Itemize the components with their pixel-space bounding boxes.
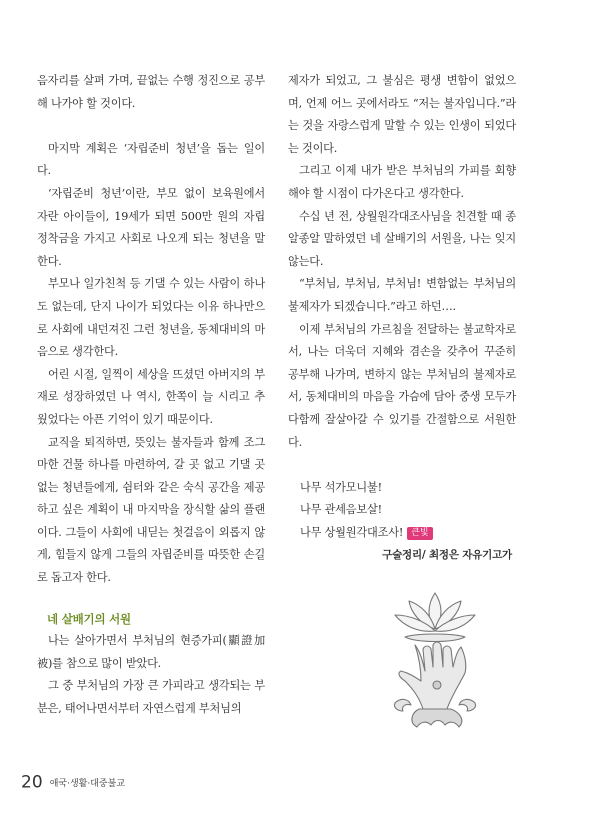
paragraph: ‘자립준비 청년’이란, 부모 없이 보육원에서 자란 아이들이, 19세가 되면 500만 원의 자립 정착금을 가지고 사회로 나오게 되는 청년을 말한다.	[37, 186, 265, 268]
paragraph: 나는 살아가면서 부처님의 현증가피(顯證加被)를 참으로 많이 받았다.	[37, 634, 265, 670]
lotus-in-hand-icon	[375, 585, 495, 735]
author-credit: 구술정리/ 최정은 자유기고가	[382, 549, 512, 562]
paragraph: 이제 부처님의 가르침을 전달하는 불교학자로서, 나는 더욱더 지혜와 겸손을 갖추어 꾸준히 공부해 나가며, 변하지 않는 부처님의 불제자로서, 동체대비의 마음을 가슴에 담아 중생 모두가 다함께 잘살아갈 수 있기를 간절함으로 서원한다.	[288, 322, 516, 449]
paragraph: 어린 시절, 일찍이 세상을 뜨셨던 아버지의 부재로 성장하였던 나 역시, 한쪽이 늘 시리고 추웠었다는 아픈 기억이 있기 때문이다.	[37, 367, 265, 426]
paragraph: 마지막 계획은 ‘자립준비 청년’을 돕는 일이다.	[37, 141, 265, 178]
big-light-badge: 큰빛	[407, 527, 432, 540]
paragraph: 음자리를 살펴 가며, 끝없는 수행 정진으로 공부해 나가야 할 것이다.	[37, 74, 265, 110]
paragraph: 수십 년 전, 상월원각대조사님을 친견할 때 종알종알 말하였던 네 살배기의 서원을, 나는 잊지 않는다.	[288, 209, 516, 268]
page-footer	[21, 772, 125, 793]
left-column	[37, 70, 265, 721]
paragraph: “부처님, 부처님, 부처님! 변함없는 부처님의 불제자가 되겠습니다.”라고 하던….	[288, 277, 516, 313]
page-number: 20	[21, 772, 43, 793]
chant-line: 나무 관세음보살!	[300, 503, 382, 517]
chant-line: 나무 석가모니불!	[300, 480, 382, 494]
chant-line	[288, 522, 516, 545]
section-title: 네 살배기의 서원	[47, 611, 131, 626]
publication-name: 애국·생활·대중불교	[49, 779, 126, 789]
paragraph: 교직을 퇴직하면, 뜻있는 불자들과 함께 조그마한 건물 하나를 마련하여, 갈 곳 없고 기댈 곳 없는 청년들에게, 쉼터와 같은 숙식 공간을 제공하고 싶은 계획이 내 마지막을 장식할 삶의 플랜이다. 그들이 사회에 내딛는 첫걸음이 외롭지 않게, 힘들지 않게 그들의 자립준비를 따뜻한 손길로 돕고자 한다.	[37, 435, 265, 585]
paragraph: 제자가 되었고, 그 불심은 평생 변함이 없었으며, 언제 어느 곳에서라도 “저는 불자입니다.”라는 것을 자랑스럽게 말할 수 있는 인생이 되었다는 것이다.	[288, 74, 516, 155]
right-column	[288, 70, 516, 567]
chant-text: 나무 상월원각대조사!	[300, 525, 404, 539]
paragraph: 부모나 일가친척 등 기댈 수 있는 사람이 하나도 없는데, 단지 나이가 되었다는 이유 하나만으로 사회에 내던져진 그런 청년을, 동체대비의 마음으로 생각한다.	[37, 277, 265, 359]
paragraph: 그리고 이제 내가 받은 부처님의 가피를 회향해야 할 시점이 다가온다고 생각한다.	[288, 164, 516, 200]
paragraph: 그 중 부처님의 가장 큰 가피라고 생각되는 부분은, 태어나면서부터 자연스럽게 부처님의	[37, 679, 265, 716]
